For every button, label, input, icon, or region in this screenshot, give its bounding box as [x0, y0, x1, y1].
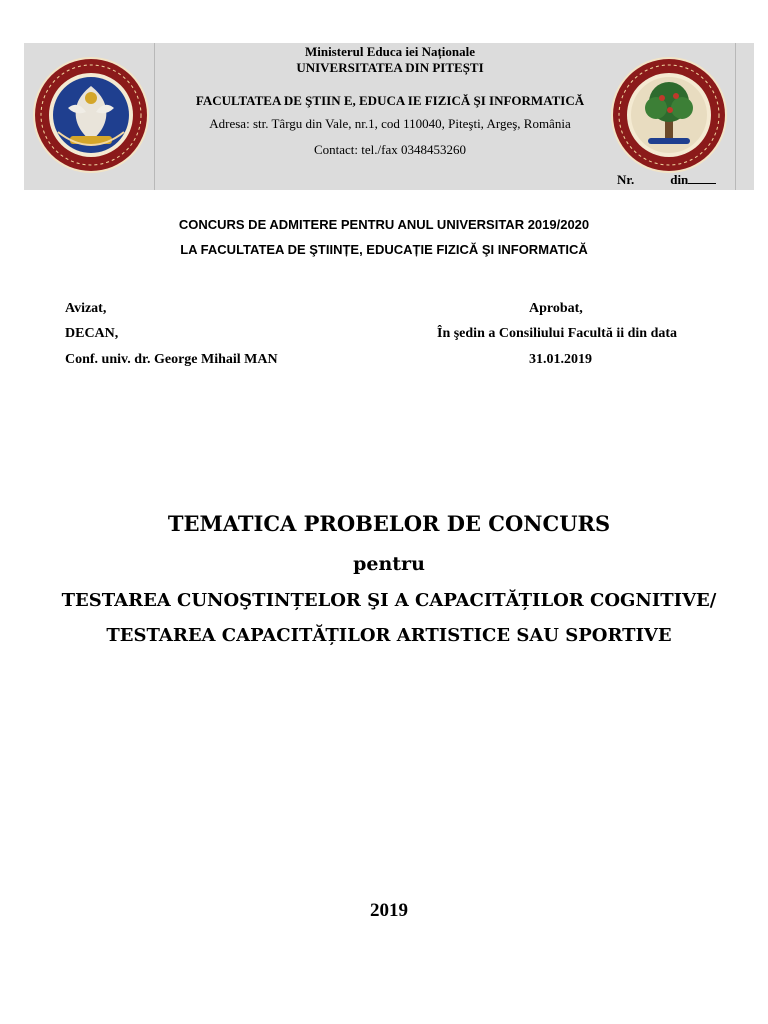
dean-title: DECAN,: [65, 326, 119, 341]
council-meeting-date: 31.01.2019: [529, 352, 592, 367]
nr-label: Nr.: [617, 172, 635, 187]
title-subtitle-2: TESTAREA CAPACITĂȚILOR ARTISTICE SAU SPORTIVE: [106, 625, 672, 646]
document-title: TEMATICA PROBELOR DE CONCURS: [167, 511, 611, 536]
header-divider-right: [735, 43, 736, 190]
admission-heading-line1: CONCURS DE ADMITERE PENTRU ANUL UNIVERSITAR 2019/2020: [178, 217, 590, 232]
university-seal-icon: [32, 56, 150, 174]
approval-left-label: Avizat,: [65, 301, 107, 316]
ministry-name: Ministerul Educa iei Naționale: [304, 44, 476, 59]
document-year: 2019: [370, 900, 408, 921]
faculty-seal-icon: [610, 56, 728, 174]
din-label: din: [670, 172, 689, 187]
faculty-contact: Contact: tel./fax 0348453260: [313, 142, 466, 157]
admission-heading-line2: LA FACULTATEA DE ŞTIINȚE, EDUCAȚIE FIZICĂ ŞI INFORMATICĂ: [180, 242, 588, 257]
dean-name: Conf. univ. dr. George Mihail MAN: [65, 352, 278, 367]
faculty-address: Adresa: str. Târgu din Vale, nr.1, cod 110040, Piteşti, Argeş, România: [209, 116, 571, 131]
council-meeting-text: În şedin a Consiliului Facultă ii din data: [437, 326, 678, 341]
title-subtitle-1: TESTAREA CUNOŞTINȚELOR ŞI A CAPACITĂȚILOR COGNITIVE/: [61, 590, 717, 611]
title-connector: pentru: [353, 553, 425, 575]
date-blank: [688, 172, 716, 184]
university-name: UNIVERSITATEA DIN PITEȘTI: [296, 60, 484, 75]
registration-number-line: [617, 172, 716, 188]
faculty-name: FACULTATEA DE ŞTIIN E, EDUCA IE FIZICĂ ŞI INFORMATICĂ: [195, 93, 585, 108]
approval-right-label: Aprobat,: [529, 301, 583, 316]
